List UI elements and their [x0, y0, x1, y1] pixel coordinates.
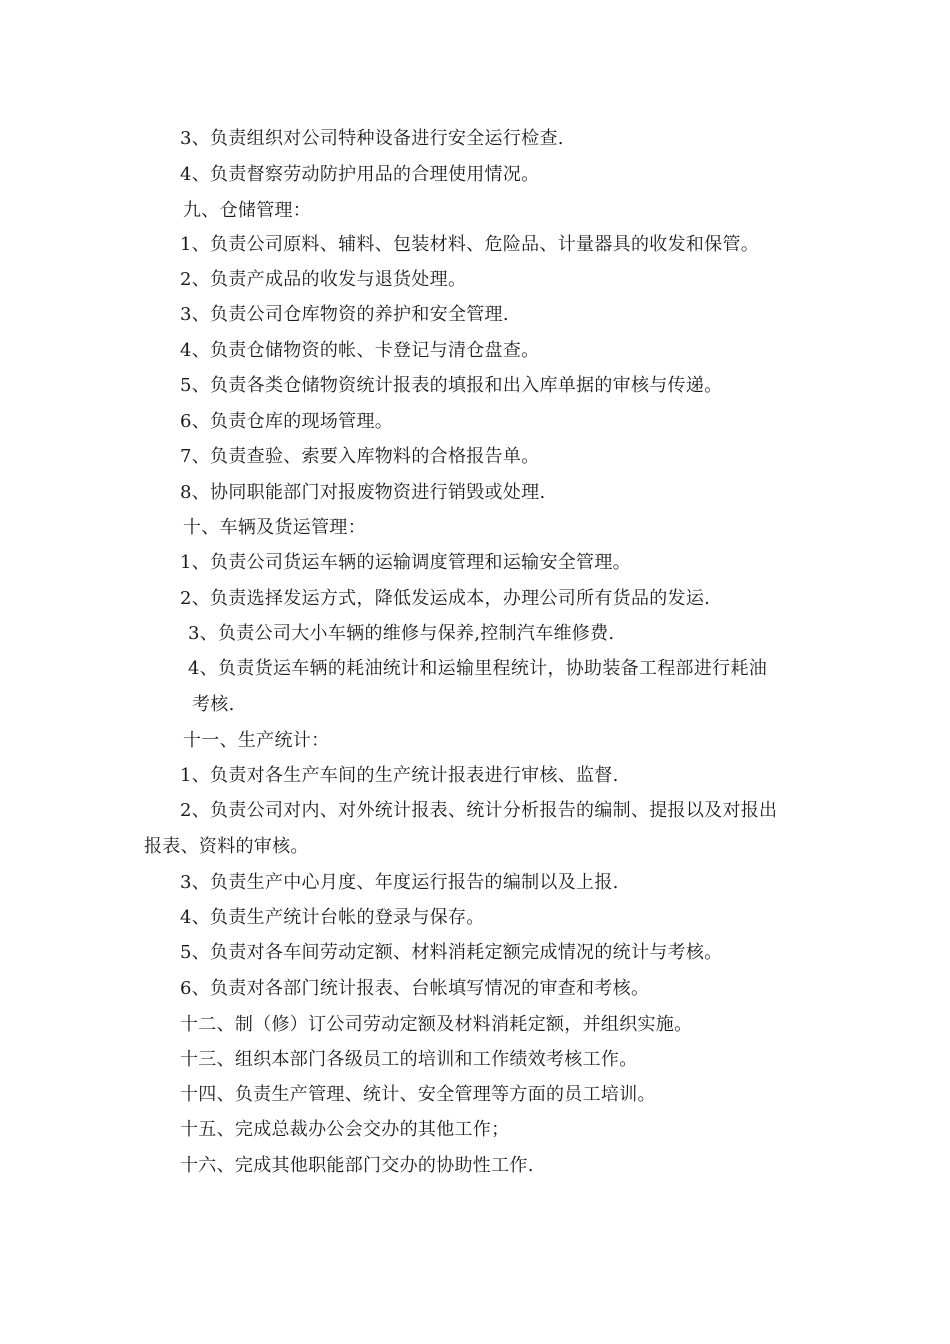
- text-line: 1、负责公司货运车辆的运输调度管理和运输安全管理。: [180, 552, 631, 573]
- text-line: 4、负责生产统计台帐的登录与保存。: [180, 907, 485, 928]
- text-line: 4、负责仓储物资的帐、卡登记与清仓盘查。: [180, 340, 540, 361]
- text-line: 2、负责公司对内、对外统计报表、统计分析报告的编制、提报以及对报出: [180, 800, 778, 821]
- section-heading: 十四、负责生产管理、统计、安全管理等方面的员工培训。: [180, 1084, 656, 1105]
- text-line: 1、负责对各生产车间的生产统计报表进行审核、监督.: [180, 765, 619, 786]
- section-heading: 九、仓储管理：: [183, 200, 312, 221]
- text-line: 考核.: [192, 694, 235, 715]
- section-heading: 十五、完成总裁办公会交办的其他工作；: [180, 1119, 510, 1140]
- text-line: 2、负责选择发运方式，降低发运成本，办理公司所有货品的发运.: [180, 588, 711, 609]
- text-line: 3、负责公司仓库物资的养护和安全管理.: [180, 304, 509, 325]
- text-line: 6、负责仓库的现场管理。: [180, 411, 394, 432]
- text-line: 8、协同职能部门对报废物资进行销毁或处理.: [180, 482, 546, 503]
- section-heading: 十二、制（修）订公司劳动定额及材料消耗定额，并组织实施。: [180, 1014, 693, 1035]
- text-line: 2、负责产成品的收发与退货处理。: [180, 269, 467, 290]
- text-line: 4、负责督察劳动防护用品的合理使用情况。: [180, 164, 540, 185]
- text-line: 5、负责对各车间劳动定额、材料消耗定额完成情况的统计与考核。: [180, 942, 723, 963]
- text-line: 3、负责公司大小车辆的维修与保养,控制汽车维修费.: [188, 623, 615, 644]
- text-line: 4、负责货运车辆的耗油统计和运输里程统计，协助装备工程部进行耗油: [188, 658, 768, 679]
- text-line: 3、负责组织对公司特种设备进行安全运行检查.: [180, 128, 564, 149]
- section-heading: 十、车辆及货运管理：: [183, 517, 366, 538]
- text-line: 5、负责各类仓储物资统计报表的填报和出入库单据的审核与传递。: [180, 375, 723, 396]
- text-line: 7、负责查验、索要入库物料的合格报告单。: [180, 446, 540, 467]
- section-heading: 十三、组织本部门各级员工的培训和工作绩效考核工作。: [180, 1049, 638, 1070]
- text-line: 1、负责公司原料、辅料、包装材料、危险品、计量器具的收发和保管。: [180, 234, 760, 255]
- text-line: 6、负责对各部门统计报表、台帐填写情况的审查和考核。: [180, 978, 650, 999]
- section-heading: 十一、生产统计：: [183, 730, 330, 751]
- text-line: 报表、资料的审核。: [144, 836, 309, 857]
- section-heading: 十六、完成其他职能部门交办的协助性工作.: [180, 1155, 534, 1176]
- text-line: 3、负责生产中心月度、年度运行报告的编制以及上报.: [180, 872, 619, 893]
